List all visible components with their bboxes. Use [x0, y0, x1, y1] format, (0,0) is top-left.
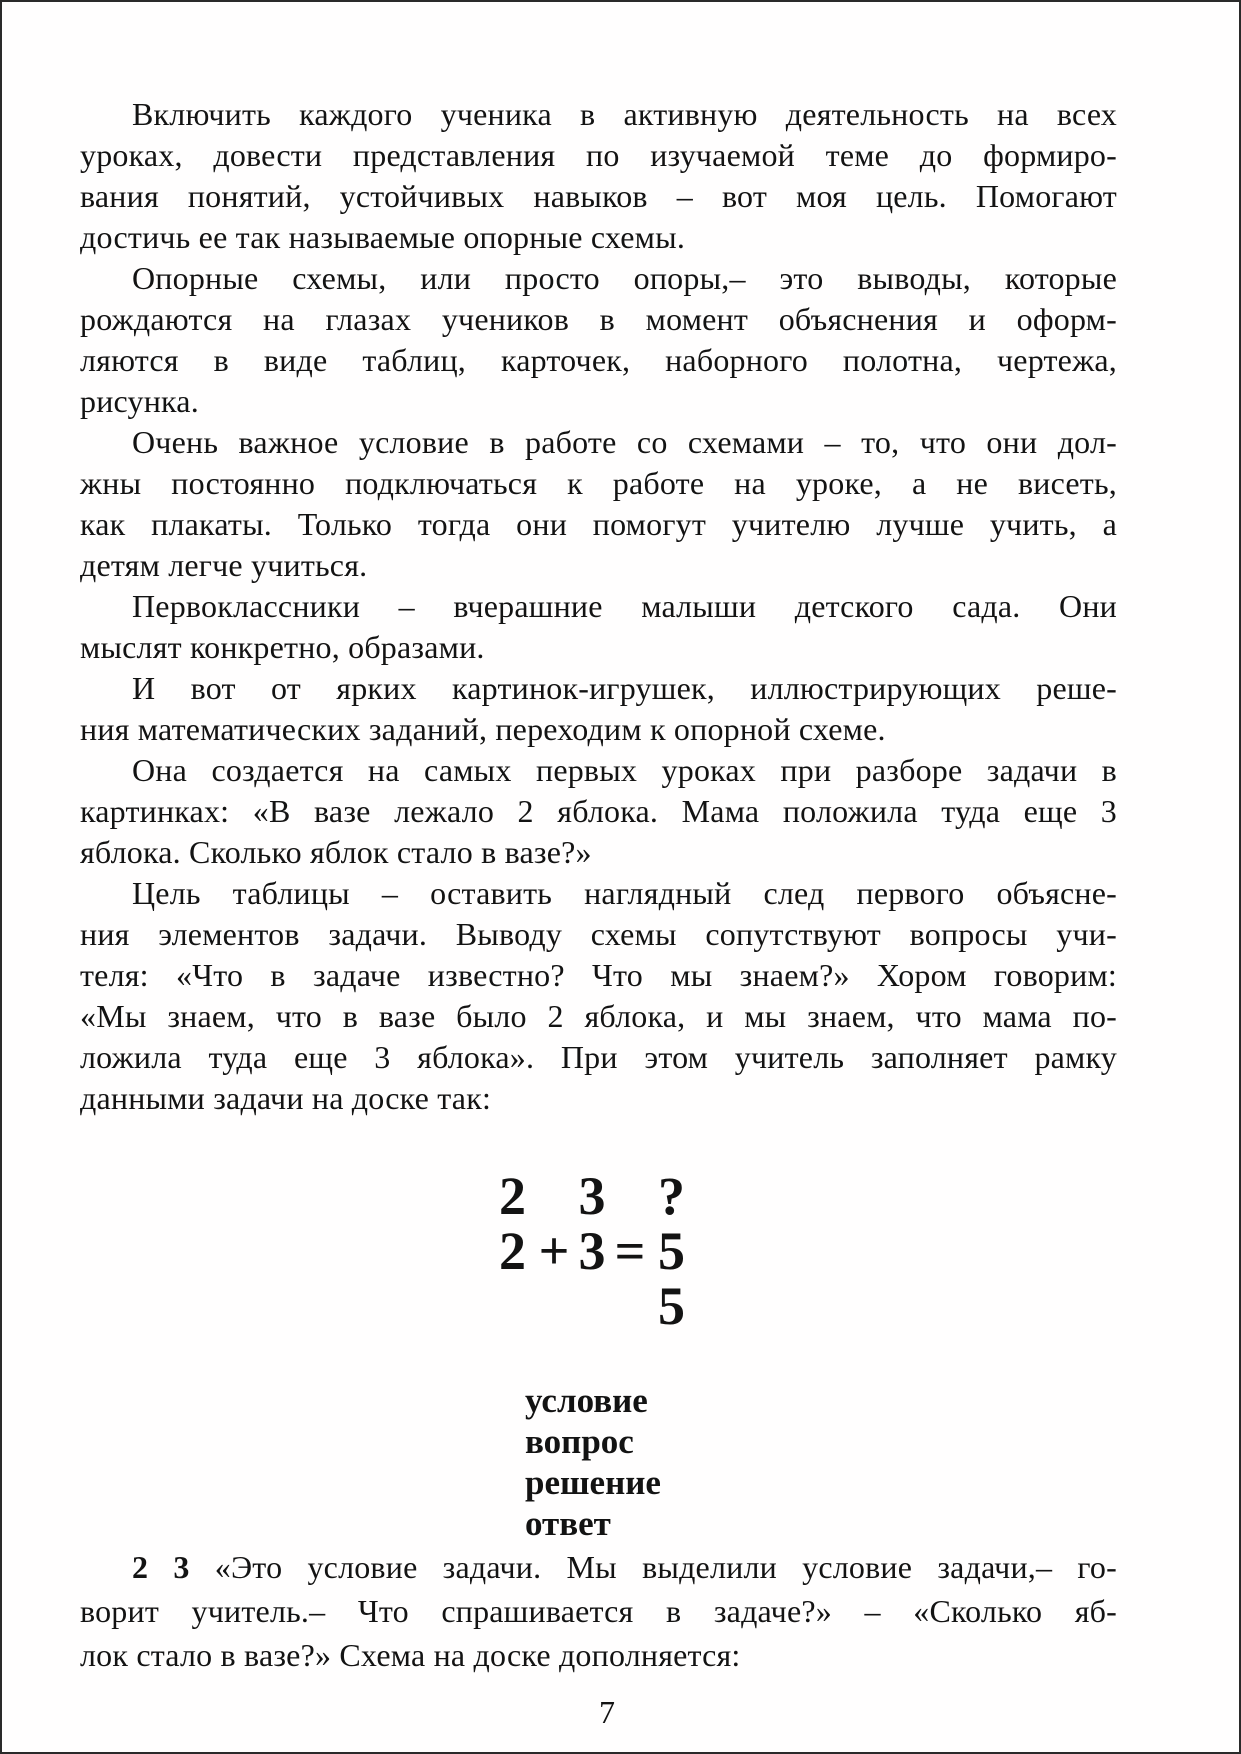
board-question-mark: ?: [658, 1166, 685, 1226]
text-line: ния математических заданий, переходим к опорной схеме.: [80, 711, 886, 747]
text-line: данными задачи на доске так:: [80, 1080, 492, 1116]
text-line: Очень важное условие в работе со схемами – то, что они дол-: [132, 424, 1117, 460]
paragraph: [80, 668, 1117, 750]
plus-sign: +: [538, 1221, 570, 1281]
equals-sign: =: [614, 1221, 646, 1281]
paragraph: [80, 1545, 1117, 1677]
text-line: Первоклассники – вчерашние малыши детского сада. Они: [132, 588, 1117, 624]
text-line: достичь ее так называемые опорные схемы.: [80, 219, 686, 255]
paragraph: [80, 422, 1117, 586]
text-line: рождаются на глазах учеников в момент объяснения и оформ-: [80, 301, 1117, 337]
bold-lead: 2 3: [132, 1549, 190, 1585]
final-paragraph: [80, 1545, 1117, 1677]
scheme-label-uslovie: условие: [525, 1381, 648, 1420]
text-line: Она создается на самых первых уроках при разборе задачи в: [132, 752, 1117, 788]
board-number: 2: [499, 1221, 526, 1281]
paragraph: [80, 258, 1117, 422]
text-block: [80, 94, 1117, 1677]
text-line: ляются в виде таблиц, карточек, наборного полотна, чертежа,: [80, 342, 1117, 378]
body-paragraphs: [80, 94, 1117, 1119]
text-line: мыслят конкретно, образами.: [80, 629, 485, 665]
text-line: Опорные схемы, или просто опоры,– это выводы, которые: [132, 260, 1117, 296]
text-line: как плакаты. Только тогда они помогут учителю лучше учить, а: [80, 506, 1117, 542]
scheme-label-reshenie: решение: [525, 1463, 661, 1502]
paragraph: [80, 94, 1117, 258]
text-line: вания понятий, устойчивых навыков – вот моя цель. Помогают: [80, 178, 1117, 214]
page-number: 7: [599, 1694, 615, 1730]
board-number: 2: [499, 1166, 526, 1226]
text-line: ворит учитель.– Что спрашивается в задаче?» – «Сколько яб-: [80, 1593, 1117, 1629]
board-scheme: [490, 1166, 694, 1336]
paragraph: [80, 750, 1117, 873]
text-line: «Мы знаем, что в вазе было 2 яблока, и мы знаем, что мама по-: [80, 998, 1117, 1034]
text-line: детям легче учиться.: [80, 547, 368, 583]
text-line: ния элементов задачи. Выводу схемы сопутствуют вопросы учи-: [80, 916, 1117, 952]
text-line: теля: «Что в задаче известно? Что мы знаем?» Хором говорим:: [80, 957, 1117, 993]
text-line: Включить каждого ученика в активную деятельность на всех: [132, 96, 1117, 132]
scheme-labels: [525, 1380, 1117, 1544]
scheme-label-vopros: вопрос: [525, 1422, 634, 1461]
board-number: 3: [578, 1221, 606, 1281]
text-line: 2 3 «Это условие задачи. Мы выделили условие задачи,– го-: [132, 1549, 1117, 1585]
text-line: рисунка.: [80, 383, 199, 419]
text-line: лок стало в вазе?» Схема на доске дополняется:: [80, 1637, 741, 1673]
text-line: яблока. Сколько яблок стало в вазе?»: [80, 834, 592, 870]
board-number: 5: [658, 1221, 685, 1281]
text-line: ложила туда еще 3 яблока». При этом учитель заполняет рамку: [80, 1039, 1117, 1075]
text-line: уроках, довести представления по изучаемой теме до формиро-: [80, 137, 1117, 173]
text-line: картинках: «В вазе лежало 2 яблока. Мама положила туда еще 3: [80, 793, 1117, 829]
paragraph: [80, 586, 1117, 668]
paragraph: [80, 873, 1117, 1119]
board-number: 3: [578, 1166, 606, 1226]
text-line: Цель таблицы – оставить наглядный след первого объясне-: [132, 875, 1117, 911]
text-line: И вот от ярких картинок-игрушек, иллюстрирующих реше-: [132, 670, 1117, 706]
text-line: жны постоянно подключаться к работе на уроке, а не висеть,: [80, 465, 1117, 501]
scheme-label-otvet: ответ: [525, 1504, 611, 1543]
board-answer: 5: [658, 1276, 685, 1336]
